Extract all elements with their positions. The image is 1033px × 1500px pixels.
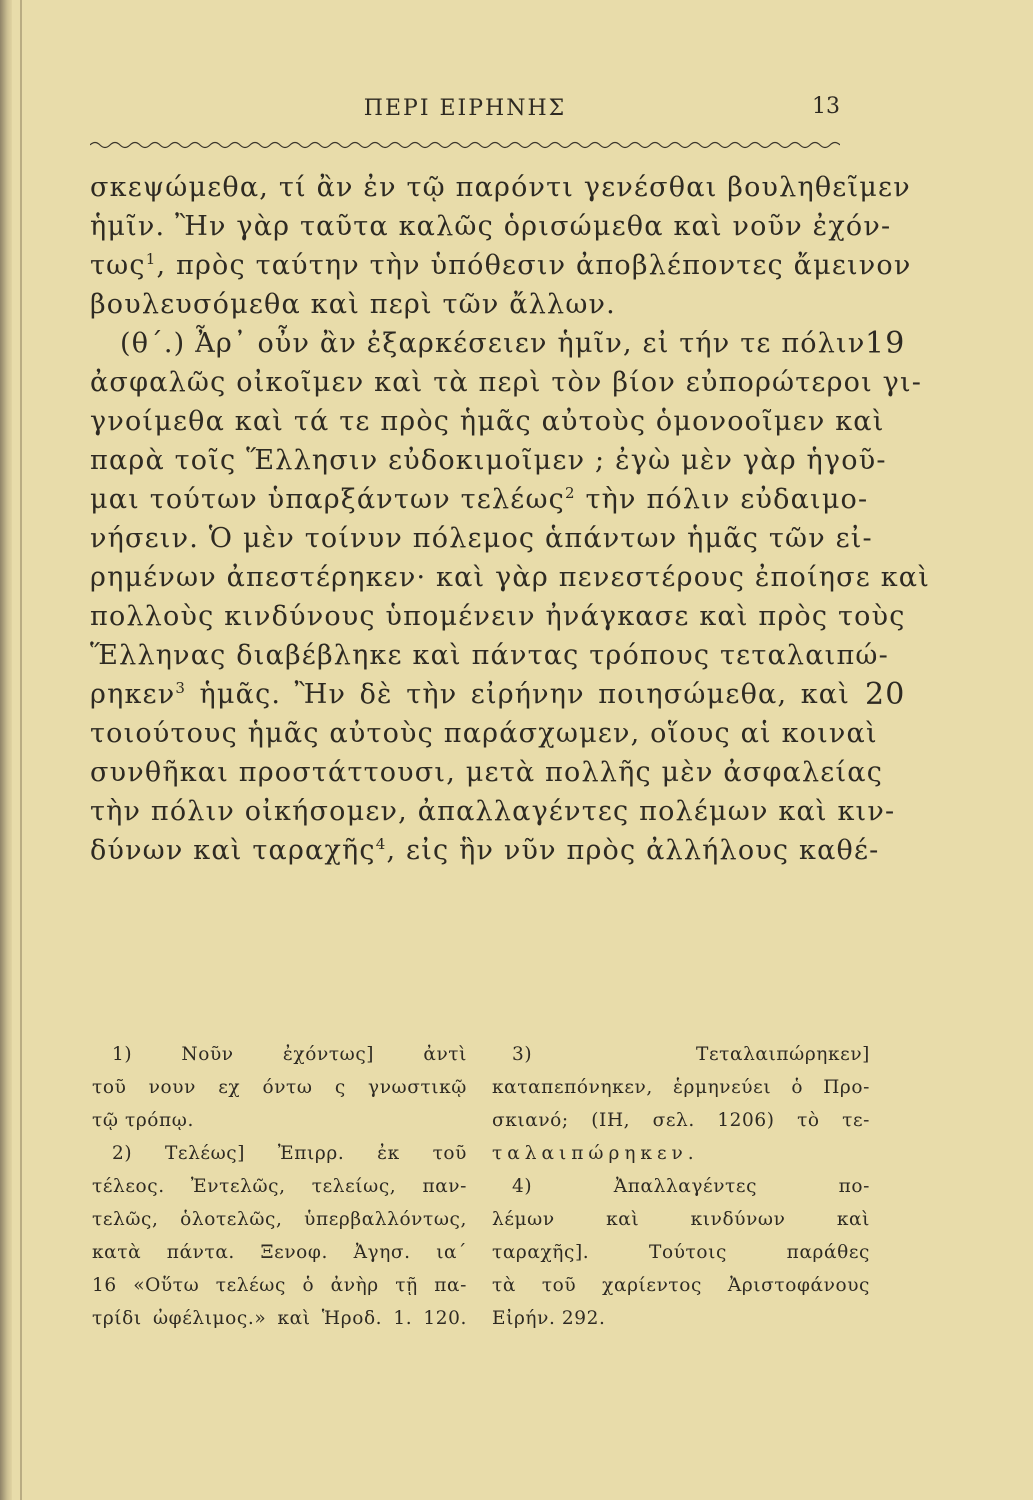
- text-line-part: , εἰς ἣν νῦν πρὸς ἀλλήλους καθέ-: [386, 835, 880, 866]
- footnote-line: 3) Τεταλαιπώρηκεν]: [512, 1044, 870, 1065]
- text-line: [90, 480, 869, 519]
- text-line: πολλοὺς κινδύνους ὑπομένειν ἠνάγκασε καὶ πρὸς τοὺς: [90, 601, 906, 632]
- text-line: παρὰ τοῖς Ἕλλησιν εὐδοκιμοῖμεν ; ἐγὼ μὲν γὰρ ἡγοῦ-: [90, 445, 887, 476]
- footnote-line: καταπεπόνηκεν, ἑρμηνεύει ὁ Προ-: [492, 1077, 870, 1098]
- footnote-line: λέμων καὶ κινδύνων καὶ: [492, 1209, 870, 1230]
- text-line-part: τὴν πόλιν εὐδαιμο-: [575, 484, 869, 515]
- text-line: τοιούτους ἡμᾶς αὐτοὺς παράσχωμεν, οἵους αἱ κοιναὶ: [90, 718, 878, 749]
- text-line-part: ρηκεν: [90, 679, 176, 710]
- footnote-line: κατὰ πάντα. Ξενοφ. Ἀγησ. ια΄: [92, 1242, 467, 1263]
- footnote-ref: 1: [145, 250, 157, 268]
- footnote-line: τῷ τρόπῳ.: [92, 1110, 194, 1131]
- footnote-line: ταλαιπώρηκεν.: [492, 1143, 699, 1164]
- text-line: ἡμῖν. Ἢν γὰρ ταῦτα καλῶς ὁρισώμεθα καὶ νοῦν ἐχόν-: [90, 211, 892, 242]
- footnotes: [92, 1038, 870, 1358]
- footnotes-left-column: [92, 1038, 467, 1335]
- text-line: σκεψώμεθα, τί ἂν ἐν τῷ παρόντι γενέσθαι βουληθεῖμεν: [90, 172, 911, 203]
- running-title: ΠΕΡΙ ΕΙΡΗΝΗΣ: [363, 96, 567, 121]
- page-binding-edge: [0, 0, 12, 1500]
- text-line: βουλευσόμεθα καὶ περὶ τῶν ἄλλων.: [90, 289, 616, 320]
- footnote-ref: 3: [175, 679, 187, 697]
- footnote-ref: 2: [565, 484, 576, 502]
- text-line: γνοίμεθα καὶ τά τε πρὸς ἡμᾶς αὐτοὺς ὁμονοοῖμεν καὶ: [90, 406, 885, 437]
- page-number: 13: [812, 94, 840, 119]
- text-line-part: τως: [90, 250, 146, 281]
- text-line-part: , πρὸς ταύτην τὴν ὑπόθεσιν ἀποβλέποντες ἄμεινον: [156, 250, 912, 281]
- footnote-line: τοῦ νουν εχ όντω ς γνωστικῷ: [92, 1077, 467, 1098]
- text-line-part: δύνων καὶ ταραχῆς: [90, 835, 376, 866]
- text-line: συνθῆκαι προστάττουσι, μετὰ πολλῆς μὲν ἀσφαλείας: [90, 757, 884, 788]
- text-line-part: ἡμᾶς. Ἢν δὲ τὴν εἰρήνην ποιησώμεθα, καὶ: [186, 679, 850, 710]
- footnote-line: 4) Ἀπαλλαγέντες πο-: [512, 1176, 870, 1197]
- text-line: (θ΄.) Ἆρ᾿ οὖν ἂν ἐξαρκέσειεν ἡμῖν, εἰ τήν τε πόλιν 19: [120, 326, 906, 361]
- footnote-line: τὰ τοῦ χαρίεντος Ἀριστοφάνους: [492, 1275, 870, 1296]
- margin-section-number: 20: [865, 677, 906, 712]
- text-line: ρημένων ἀπεστέρηκεν· καὶ γὰρ πενεστέρους ἐποίησε καὶ: [90, 562, 931, 593]
- text-line: νήσειν. Ὁ μὲν τοίνυν πόλεμος ἁπάντων ἡμᾶς τῶν εἰ-: [90, 523, 873, 554]
- text-line: [90, 831, 880, 870]
- text-line-part: μαι τούτων ὑπαρξάντων τελέως: [90, 484, 565, 515]
- footnote-line: 16 «Οὕτω τελέως ὁ ἀνὴρ τῇ πα-: [92, 1275, 467, 1296]
- footnote-line: τρίδι ὠφέλιμος.» καὶ Ἡροδ. 1. 120.: [92, 1308, 467, 1329]
- footnote-line: Εἰρήν. 292.: [492, 1308, 606, 1329]
- binding-rule: [20, 0, 22, 1500]
- footnote-line: τέλεος. Ἐντελῶς, τελείως, παν-: [92, 1176, 467, 1197]
- footnote-line: 1) Νοῦν ἐχόντως] ἀντὶ: [112, 1044, 467, 1065]
- text-line: [90, 675, 906, 714]
- footnote-line: 2) Τελέως] Ἐπιρρ. ἐκ τοῦ: [112, 1143, 467, 1164]
- wavy-header-rule: [90, 138, 840, 152]
- page-header: [90, 90, 840, 130]
- text-line: ἀσφαλῶς οἰκοῖμεν καὶ τὰ περὶ τὸν βίον εὐπορώτεροι γι-: [90, 367, 923, 398]
- footnote-line: τελῶς, ὁλοτελῶς, ὑπερβαλλόντως,: [92, 1209, 467, 1230]
- text-line: [90, 246, 912, 285]
- footnote-line: ταραχῆς]. Τούτοις παράθες: [492, 1242, 870, 1263]
- footnotes-right-column: [492, 1038, 870, 1335]
- footnote-ref: 4: [375, 835, 387, 853]
- footnote-line: σκιανό; (ΙΗ, σελ. 1206) τὸ τε-: [492, 1110, 870, 1131]
- text-line: τὴν πόλιν οἰκήσομεν, ἀπαλλαγέντες πολέμων καὶ κιν-: [90, 796, 896, 827]
- margin-section-number: 19: [865, 326, 906, 361]
- main-text: [90, 168, 931, 870]
- text-line: Ἕλληνας διαβέβληκε καὶ πάντας τρόπους τεταλαιπώ-: [90, 640, 889, 671]
